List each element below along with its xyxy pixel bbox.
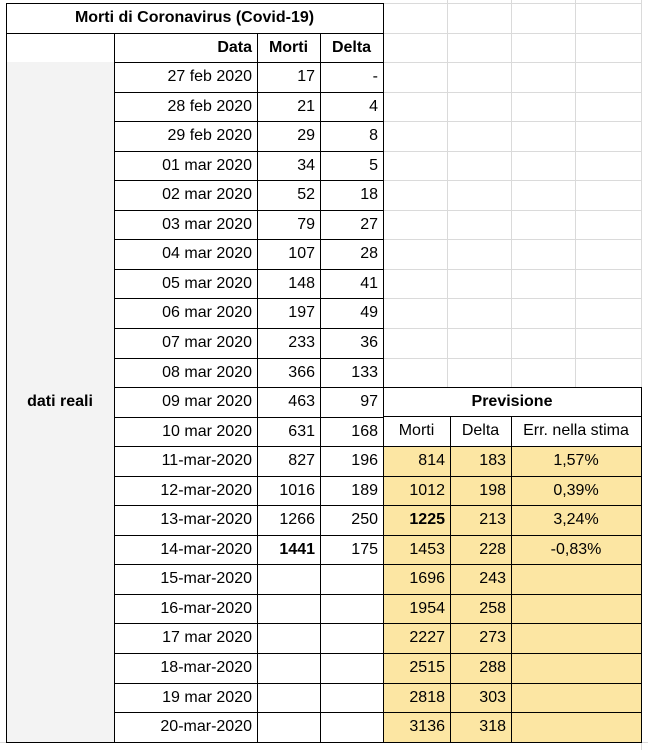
morti-cell[interactable] [257,623,320,653]
delta-cell[interactable]: 175 [351,540,378,558]
grid-line [114,62,383,63]
grid-line [114,387,383,388]
forecast-morti-cell[interactable]: 1225 [383,505,450,535]
morti-cell[interactable]: 52 [297,186,315,203]
grid-line [383,239,641,240]
date-cell[interactable]: 04 mar 2020 [162,245,252,262]
date-cell[interactable]: 29 feb 2020 [167,127,252,144]
delta-cell[interactable]: 97 [360,393,378,410]
header-delta[interactable]: Delta [331,38,372,56]
delta-cell[interactable]: 4 [369,97,378,115]
delta-cell[interactable] [320,712,383,742]
grid-line [6,3,7,743]
morti-cell[interactable]: 29 [297,127,315,144]
date-cell[interactable]: 20-mar-2020 [160,718,252,735]
grid-line [114,298,383,299]
morti-cell[interactable]: 1441 [279,540,315,558]
delta-cell[interactable]: 41 [360,274,378,292]
forecast-title[interactable]: Previsione [471,392,553,410]
date-cell[interactable]: 03 mar 2020 [162,215,252,233]
delta-cell[interactable]: 189 [351,481,378,499]
grid-line [383,653,641,654]
morti-cell[interactable]: 1016 [279,481,315,499]
date-cell[interactable]: 05 mar 2020 [162,274,252,292]
grid-line [641,387,642,743]
morti-cell[interactable]: 148 [288,274,315,292]
grid-line [114,328,383,329]
forecast-err-cell[interactable] [511,564,641,594]
grid-line [6,3,383,4]
delta-cell[interactable]: 168 [351,422,378,440]
grid-line [114,180,383,181]
forecast-delta-cell[interactable]: 258 [450,594,511,623]
delta-cell[interactable]: 36 [360,334,378,351]
grid-line [114,683,383,684]
forecast-err-cell[interactable] [511,712,641,742]
morti-cell[interactable]: 21 [297,97,315,115]
forecast-morti-cell[interactable]: 1453 [383,535,450,564]
date-cell[interactable]: 19 mar 2020 [162,688,252,706]
date-cell[interactable]: 07 mar 2020 [162,334,252,351]
grid-line [383,594,641,595]
forecast-delta-cell[interactable]: 213 [450,505,511,535]
date-cell[interactable]: 09 mar 2020 [162,393,252,410]
table-title[interactable]: Morti di Coronavirus (Covid-19) [74,9,315,26]
grid-line [320,33,321,742]
delta-cell[interactable]: 133 [351,363,378,381]
grid-line [383,683,641,684]
forecast-morti-cell[interactable]: 2227 [383,623,450,653]
morti-cell[interactable]: 79 [297,215,315,233]
delta-cell[interactable] [320,623,383,653]
morti-cell[interactable]: 233 [288,334,315,351]
delta-cell[interactable]: 27 [360,215,378,233]
forecast-morti-cell[interactable]: 814 [383,446,450,476]
delta-cell[interactable]: - [372,68,378,85]
forecast-delta-cell[interactable]: 198 [450,476,511,505]
grid-line [383,358,641,359]
date-cell[interactable]: 10 mar 2020 [162,422,252,440]
delta-cell[interactable]: 5 [369,156,378,174]
grid-line [114,564,383,565]
grid-line [383,712,641,713]
delta-cell[interactable]: 250 [351,511,378,528]
date-cell[interactable]: 02 mar 2020 [162,186,252,203]
grid-line [383,269,641,270]
date-cell[interactable]: 11-mar-2020 [161,452,252,469]
grid-line [114,742,383,743]
forecast-delta-cell[interactable]: 303 [450,683,511,712]
side-label-dati-reali[interactable]: dati reali [6,62,114,742]
grid-line [383,3,384,743]
grid-line [383,505,641,506]
date-cell[interactable]: 27 feb 2020 [167,68,252,85]
grid-line [114,121,383,122]
forecast-err-cell[interactable] [511,623,641,653]
grid-line [383,210,641,211]
grid-line [511,416,512,743]
delta-cell[interactable]: 49 [360,304,378,321]
grid-line [383,298,641,299]
forecast-err-cell[interactable]: 3,24% [511,505,641,535]
date-cell[interactable]: 18-mar-2020 [160,659,252,676]
forecast-header-delta[interactable]: Delta [461,421,500,439]
delta-cell[interactable]: 28 [360,245,378,262]
grid-line [383,151,641,152]
forecast-header-err[interactable]: Err. nella stima [523,421,629,439]
grid-line [114,446,383,447]
date-cell[interactable]: 08 mar 2020 [162,363,252,381]
forecast-err-cell[interactable] [511,683,641,712]
forecast-err-cell[interactable]: 0,39% [511,476,641,505]
forecast-morti-cell[interactable]: 1954 [383,594,450,623]
header-morti[interactable]: Morti [268,38,309,56]
morti-cell[interactable] [257,594,320,623]
forecast-delta-cell[interactable]: 273 [450,623,511,653]
grid-line [383,446,641,447]
grid-line [114,653,383,654]
date-cell[interactable]: 06 mar 2020 [162,304,252,321]
grid-line [114,239,383,240]
forecast-morti-cell[interactable]: 2818 [383,683,450,712]
morti-cell[interactable] [257,712,320,742]
forecast-err-cell[interactable]: -0,83% [511,535,641,564]
forecast-header-morti[interactable]: Morti [398,421,435,439]
forecast-delta-cell[interactable]: 183 [450,446,511,476]
grid-line [257,33,258,742]
morti-cell[interactable]: 631 [288,422,315,440]
grid-line [383,416,641,417]
grid-line [450,416,451,743]
forecast-morti-cell[interactable]: 3136 [383,712,450,742]
morti-cell[interactable]: 197 [288,304,315,321]
forecast-morti-cell[interactable]: 1012 [383,476,450,505]
forecast-delta-cell[interactable]: 228 [450,535,511,564]
morti-cell[interactable]: 1266 [279,511,315,528]
forecast-err-cell[interactable]: 1,57% [511,446,641,476]
grid-line [383,33,641,34]
grid-line [6,33,383,34]
grid-line [114,505,383,506]
delta-cell[interactable] [320,564,383,594]
morti-cell[interactable]: 463 [288,393,315,410]
grid-line [114,535,383,536]
date-cell[interactable]: 12-mar-2020 [160,481,252,499]
grid-line [383,62,641,63]
header-data[interactable]: Data [217,38,252,56]
grid-line [383,564,641,565]
date-cell[interactable]: 28 feb 2020 [167,97,252,115]
morti-cell[interactable]: 107 [288,245,315,262]
forecast-morti-cell[interactable]: 2515 [383,653,450,683]
forecast-delta-cell[interactable]: 318 [450,712,511,742]
date-cell[interactable]: 01 mar 2020 [162,156,252,174]
morti-cell[interactable] [257,653,320,683]
forecast-err-cell[interactable] [511,653,641,683]
grid-line [383,121,641,122]
morti-cell[interactable] [257,683,320,712]
grid-line [114,712,383,713]
grid-line [383,328,641,329]
grid-line [114,476,383,477]
delta-cell[interactable]: 8 [369,127,378,144]
grid-line [114,358,383,359]
date-cell[interactable]: 17 mar 2020 [162,629,252,646]
morti-cell[interactable]: 34 [297,156,315,174]
delta-cell[interactable] [320,683,383,712]
grid-line [383,92,641,93]
morti-cell[interactable]: 827 [288,452,315,469]
grid-line [383,180,641,181]
morti-cell[interactable] [257,564,320,594]
delta-cell[interactable] [320,653,383,683]
delta-cell[interactable] [320,594,383,623]
grid-line [114,210,383,211]
date-cell[interactable]: 16-mar-2020 [160,599,252,617]
grid-line [383,623,641,624]
grid-line [114,33,115,742]
forecast-err-cell[interactable] [511,594,641,623]
forecast-delta-cell[interactable]: 288 [450,653,511,683]
delta-cell[interactable]: 18 [360,186,378,203]
grid-line [114,92,383,93]
grid-line [114,269,383,270]
grid-line [114,151,383,152]
grid-line [114,594,383,595]
grid-line [6,742,114,743]
forecast-delta-cell[interactable]: 243 [450,564,511,594]
grid-line [114,417,383,418]
morti-cell[interactable]: 366 [288,363,315,381]
grid-line [383,387,641,388]
grid-line [383,535,641,536]
date-cell[interactable]: 14-mar-2020 [160,540,252,558]
grid-line [383,476,641,477]
grid-line [383,3,641,4]
date-cell[interactable]: 13-mar-2020 [160,511,252,528]
morti-cell[interactable]: 17 [297,68,315,85]
delta-cell[interactable]: 196 [351,452,378,469]
date-cell[interactable]: 15-mar-2020 [160,570,252,587]
grid-line [114,623,383,624]
grid-line [383,742,641,743]
forecast-morti-cell[interactable]: 1696 [383,564,450,594]
